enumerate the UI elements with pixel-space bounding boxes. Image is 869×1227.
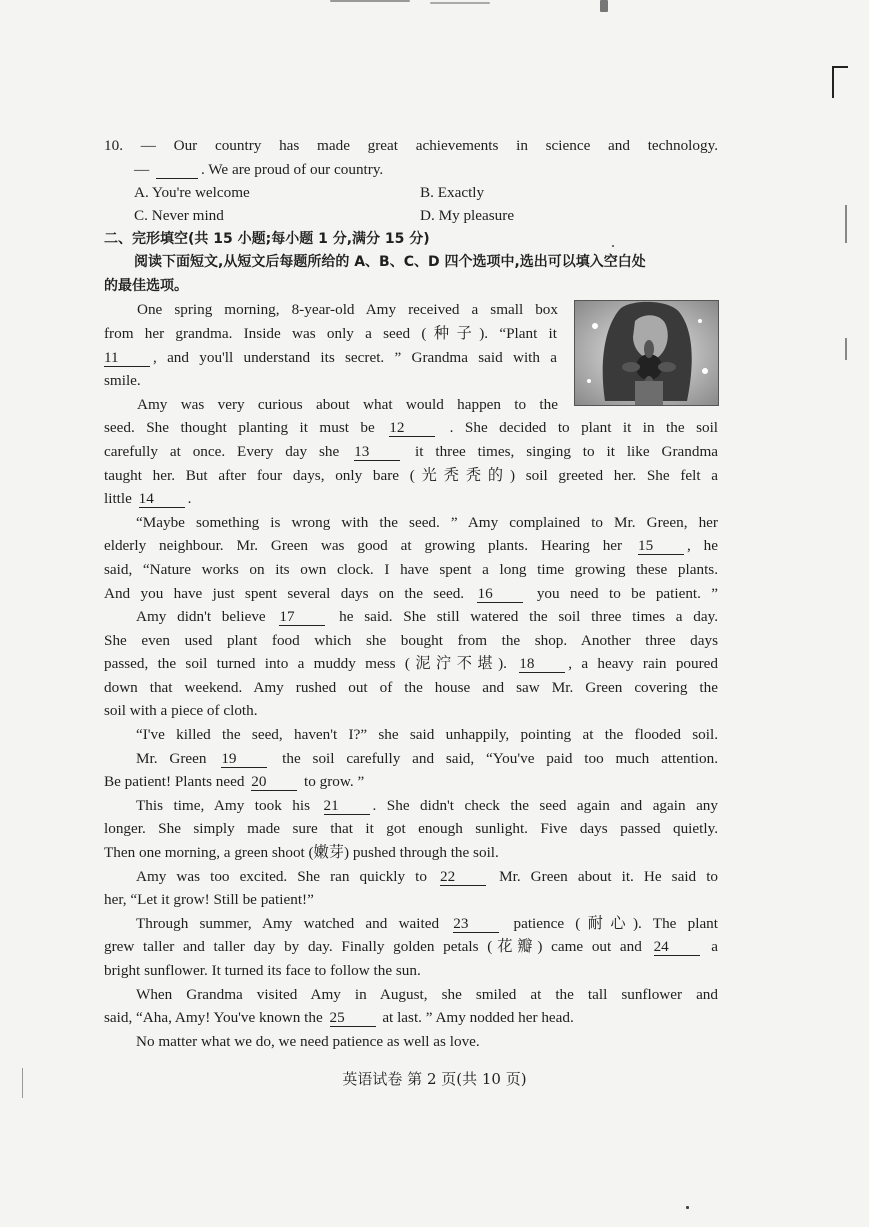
exam-page-content [104,134,718,1053]
section-instruction-cont: 的最佳选项。 [104,277,188,294]
passage-line: Amy was very curious about what would happen to the [137,395,558,413]
blank-23[interactable]: 23 [453,915,499,933]
passage-line: soil with a piece of cloth. [104,702,258,720]
cloze-passage [104,298,718,1053]
passage-illustration [574,300,719,406]
blank-25[interactable]: 25 [330,1009,376,1027]
options-row-1 [104,181,718,204]
passage-line: her, “Let it grow! Still be patient!” [104,891,314,909]
question-10-reply [104,158,718,182]
question-10-stem: 10. — Our country has made great achievements in science and technology. [104,137,718,154]
passage-line: down that weekend. Amy rushed out of the house and saw Mr. Green covering the [104,678,718,696]
scan-mark-top-1 [330,0,410,2]
passage-line: smile. [104,372,141,390]
blank-16[interactable]: 16 [477,585,523,603]
option-d[interactable]: D. My pleasure [420,207,515,225]
dash: — [134,160,150,178]
blank-12[interactable]: 12 [389,419,435,437]
passage-line: 11 , and you'll understand its secret. ” Grandma said with a [104,348,557,366]
blank-15[interactable]: 15 [638,537,684,555]
passage-line: bright sunflower. It turned its face to follow the sun. [104,962,421,979]
option-b[interactable]: B. Exactly [420,184,485,202]
passage-line: said, “Nature works on its own clock. I have spent a long time growing these plants. [104,560,718,578]
blank-17[interactable]: 17 [279,608,325,626]
passage-line: taught her. But after four days, only bare (光秃秃的) soil greeted her. She felt a [104,466,718,484]
scan-edge-line [845,205,847,243]
passage-line: Through summer, Amy watched and waited 23 patience (耐心). The plant [136,914,718,932]
scan-edge-line [845,338,847,360]
passage-line: “Maybe something is wrong with the seed. ” Amy complained to Mr. Green, her [136,513,718,531]
options-row-2 [104,204,718,227]
blank-20[interactable]: 20 [251,773,297,791]
scan-mark-top-3 [600,0,608,12]
passage-line: seed. She thought planting it must be 12 . She decided to plant it in the soil [104,419,719,437]
passage-line: from her grandma. Inside was only a seed (种子). “Plant it [104,324,557,342]
option-a[interactable]: A. You're welcome [134,184,250,202]
passage-line: She even used plant food which she bought from the shop. Another three days [104,631,718,649]
passage-line: passed, the soil turned into a muddy mess (泥泞不堪). 18 , a heavy rain poured [104,655,718,673]
blank-24[interactable]: 24 [654,938,700,956]
blank-14[interactable]: 14 [139,490,185,508]
passage-line: Amy was too excited. She ran quickly to 22 Mr. Green about it. He said to [136,867,719,885]
blank-21[interactable]: 21 [324,797,370,815]
blank-11[interactable]: 11 [104,349,150,367]
passage-line: longer. She simply made sure that it got enough sunlight. Five days passed quietly. [104,820,718,838]
passage-line: carefully at once. Every day she 13 it three times, singing to it like Grandma [104,442,719,460]
blank-18[interactable]: 18 [519,655,565,673]
question-10-reply-text: . We are proud of our country. [200,160,384,178]
passage-line: When Grandma visited Amy in August, she smiled at the tall sunflower and [136,985,718,1003]
passage-line: No matter what we do, we need patience as well as love. [136,1032,480,1050]
passage-line: And you have just spent several days on the seed. 16 you need to be patient. ” [104,584,719,602]
answer-blank[interactable] [156,161,198,179]
passage-line: said, “Aha, Amy! You've known the 25 at last. ” Amy nodded her head. [104,1009,574,1027]
registration-corner-mark [832,66,848,98]
scan-mark-top-2 [430,2,490,4]
section-instruction: 阅读下面短文,从短文后每题所给的 A、B、C、D 四个选项中,选出可以填入空白处 [134,254,646,271]
passage-line: elderly neighbour. Mr. Green was good at growing plants. Hearing her 15 , he [104,537,718,555]
passage-line: Amy didn't believe 17 he said. She still watered the soil three times a day. [136,608,719,626]
blank-19[interactable]: 19 [221,750,267,768]
scan-dot [686,1206,689,1209]
passage-line: little 14 . [104,490,192,508]
page-footer: 英语试卷 第 2 页(共 10 页) [342,1070,527,1088]
passage-line: Mr. Green 19 the soil carefully and said, “You've paid too much attention. [136,749,719,767]
passage-line: grew taller and taller day by day. Finally golden petals (花瓣) came out and 24 a [104,938,719,956]
blank-13[interactable]: 13 [354,443,400,461]
passage-line: This time, Amy took his 21 . She didn't check the seed again and again any [136,796,718,814]
passage-line: “I've killed the seed, haven't I?” she said unhappily, pointing at the flooded soil. [136,726,718,744]
passage-line: Then one morning, a green shoot (嫩芽) pushed through the soil. [104,844,499,862]
option-c[interactable]: C. Never mind [134,207,224,225]
blank-22[interactable]: 22 [440,868,486,886]
sunflower-girl-image [575,301,718,405]
section-title: 二、完形填空(共 15 小题;每小题 1 分,满分 15 分) [104,230,430,247]
passage-line: One spring morning, 8-year-old Amy received a small box [137,301,558,319]
passage-line: Be patient! Plants need 20 to grow. ” [104,773,365,791]
